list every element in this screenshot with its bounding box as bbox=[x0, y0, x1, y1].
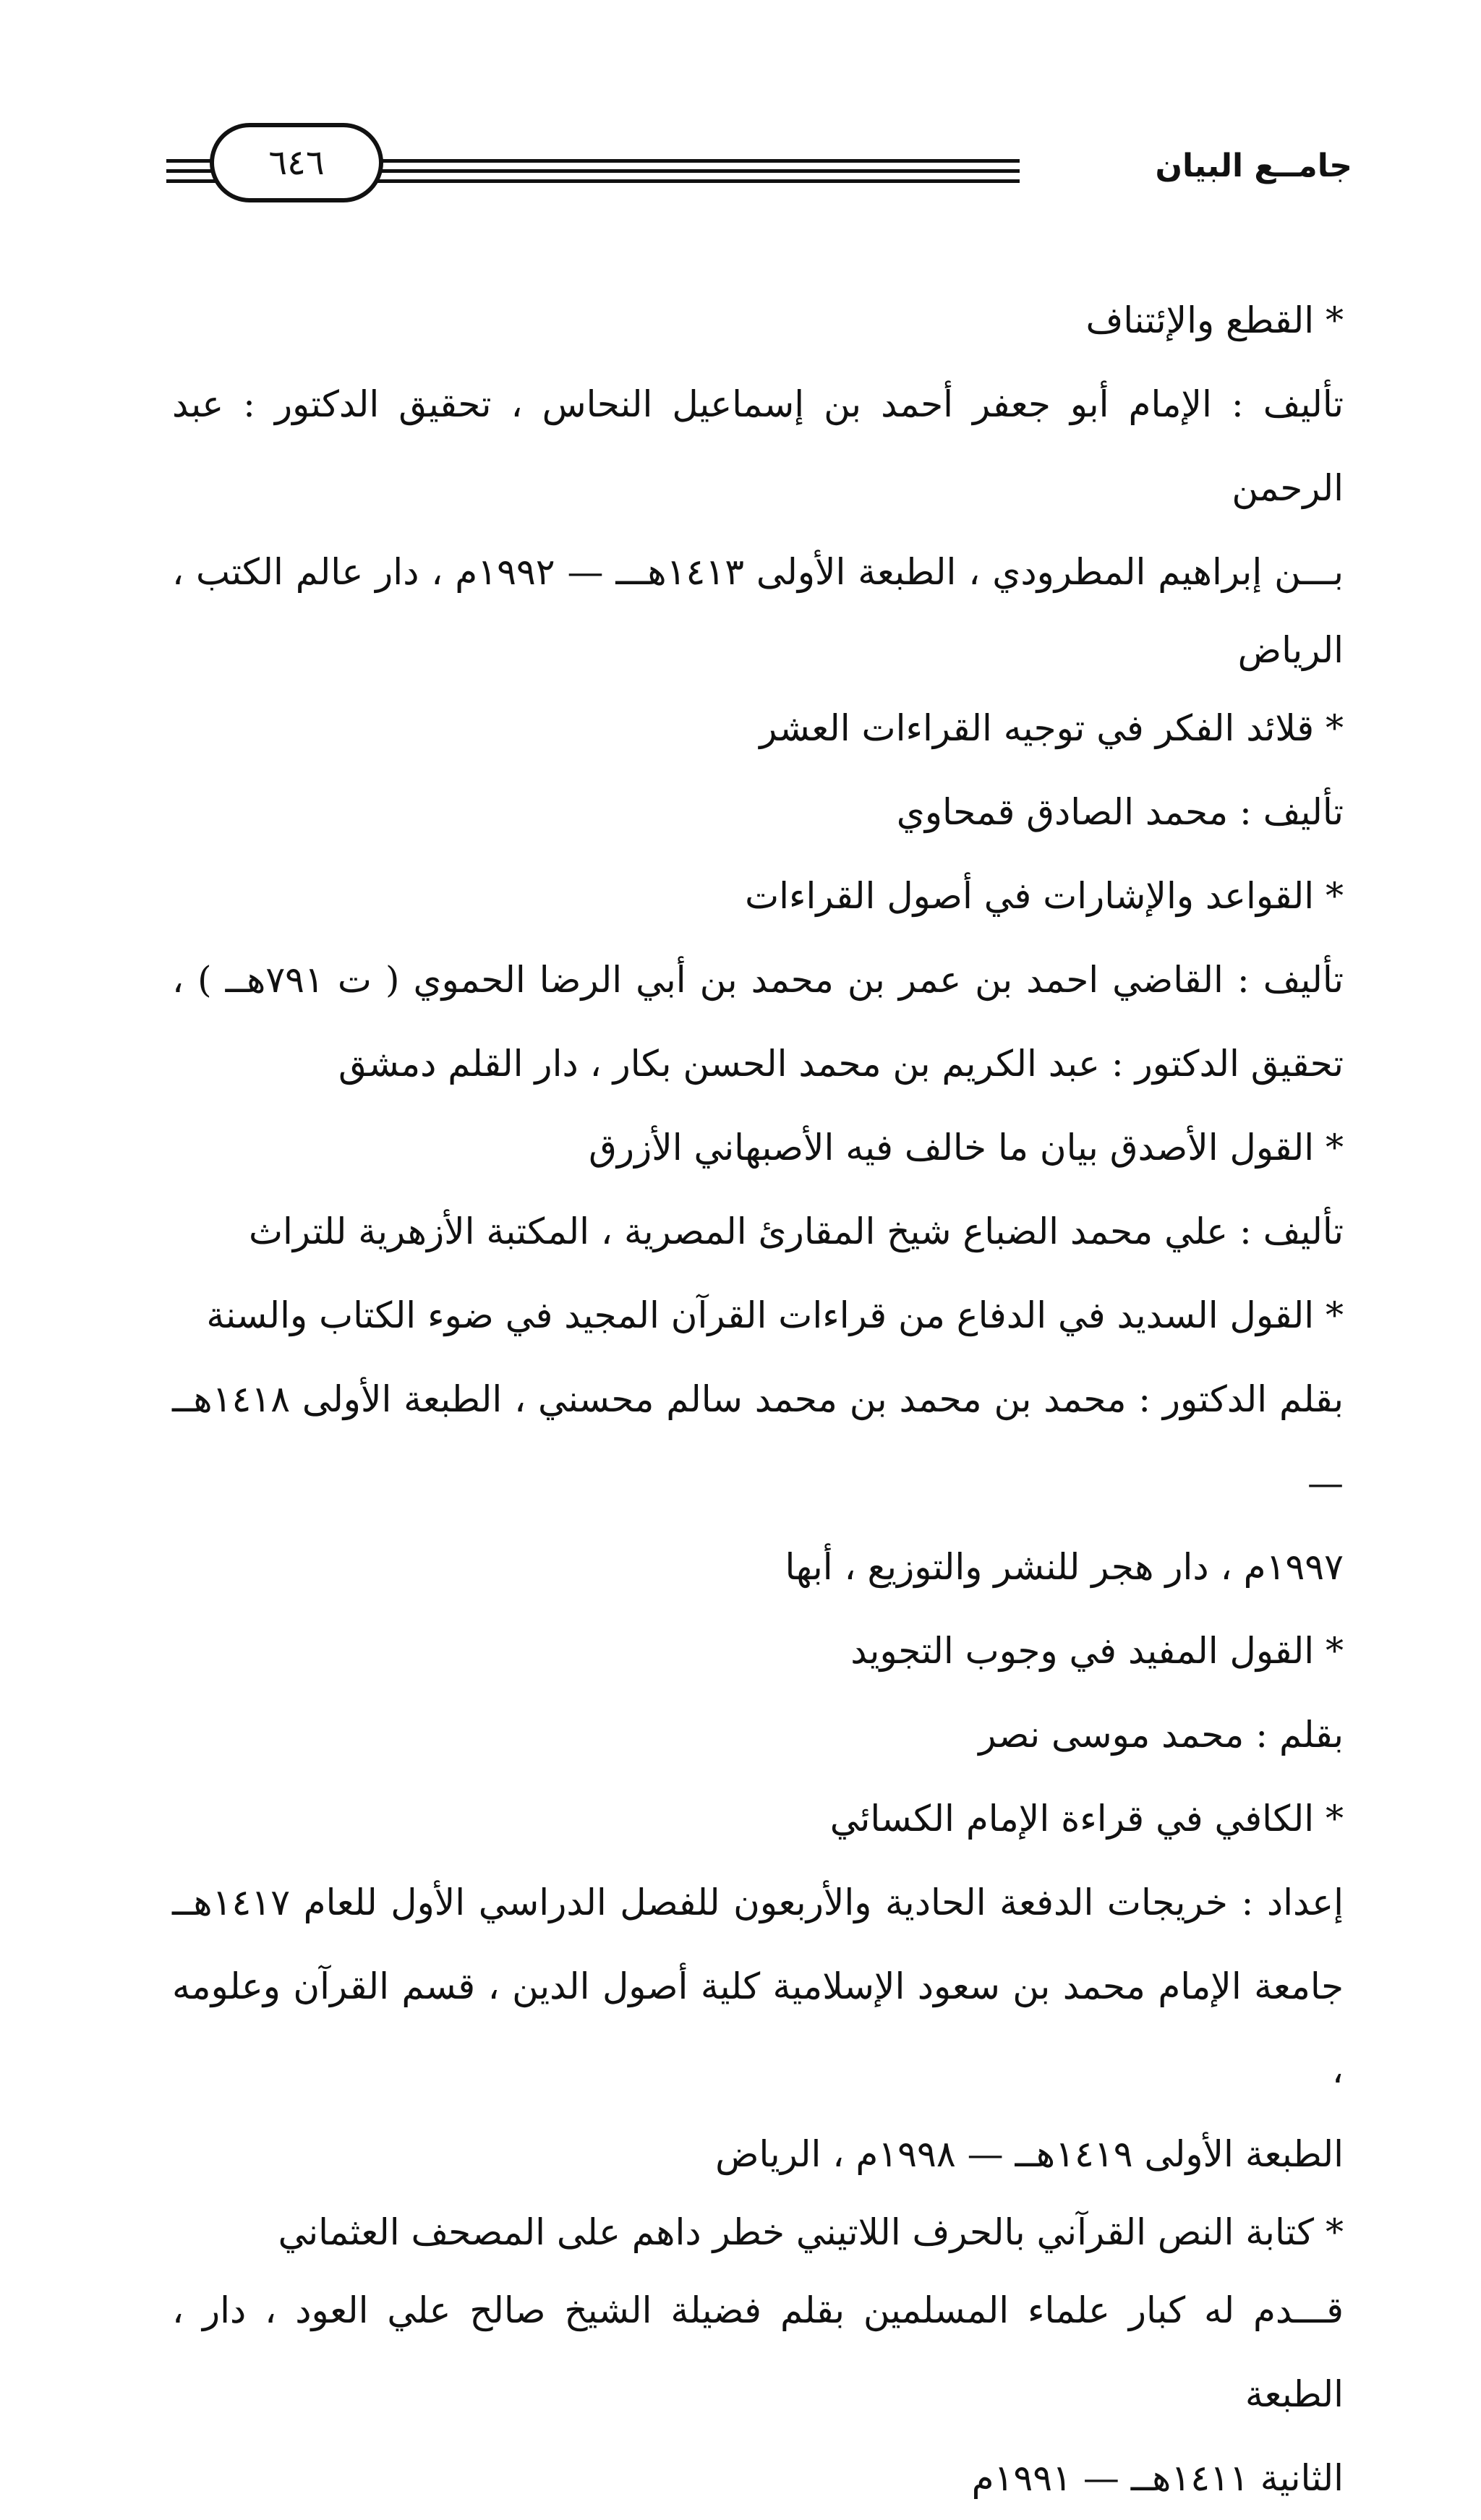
bibliography-text bbox=[172, 278, 1344, 2520]
entry-detail: تأليف : القاضي احمد بن عمر بن محمد بن أبي الرضا الحموي ( ت ٧٩١هــ ) ، bbox=[172, 959, 1344, 1001]
entry-title: * الكافي في قراءة الإمام الكسائي bbox=[829, 1798, 1344, 1840]
entry-detail: بـــن إبراهيم المطرودي ، الطبعة الأولى ١٤١٣هـــ — ١٩٩٢م ، دار عالم الكتب ، bbox=[172, 551, 1344, 593]
entry-detail: بقلم : محمد موسى نصر bbox=[978, 1714, 1344, 1756]
entry-detail: جامعة الإمام محمد بن سعود الإسلامية كلية أصول الدين ، قسم القرآن وعلومه ، bbox=[172, 1965, 1344, 2091]
page-header bbox=[166, 123, 1352, 210]
entry-title: * القول الأصدق بيان ما خالف فيه الأصبهاني الأزرق bbox=[589, 1127, 1344, 1169]
entry-detail: بقلم الدكتور : محمد بن محمد بن محمد سالم محسني ، الطبعة الأولى ١٤١٨هــ — bbox=[172, 1378, 1344, 1504]
entry-title: * قلائد الفكر في توجيه القراءات العشر bbox=[759, 707, 1344, 749]
entry-title: * القول السديد في الدفاع من قراءات القرآن المجيد في ضوء الكتاب والسنة bbox=[206, 1294, 1344, 1336]
entry-title: * القول المفيد في وجوب التجويد bbox=[850, 1630, 1344, 1672]
entry-detail: قـــدم له كبار علماء المسلمين بقلم فضيلة الشيخ صالح علي العود ، دار ، الطبعة bbox=[172, 2289, 1344, 2415]
entry-title: * القطع والإئتناف bbox=[1085, 299, 1344, 341]
entry-detail: تأليف : محمد الصادق قمحاوي bbox=[896, 791, 1344, 833]
entry-detail: تأليف : الإمام أبو جعفر أحمد بن إسماعيل النحاس ، تحقيق الدكتور : عبد الرحمن bbox=[172, 383, 1344, 509]
entry-detail: تأليف : علي محمد الضباع شيخ المقارئ المصرية ، المكتبة الأزهرية للتراث bbox=[248, 1210, 1344, 1252]
entry-title: * كتابة النص القرآني بالحرف اللاتيني خطر داهم على المصحف العثماني bbox=[278, 2211, 1344, 2253]
entry-detail: الطبعة الأولى ١٤١٩هــ — ١٩٩٨م ، الرياض bbox=[715, 2133, 1344, 2175]
entry-detail: الثانية ١٤١١هــ — ١٩٩١م bbox=[971, 2457, 1344, 2499]
entry-detail: ١٩٩٧م ، دار هجر للنشر والتوزيع ، أبها bbox=[785, 1546, 1344, 1588]
entry-title: * القواعد والإشارات في أصول القراءات bbox=[745, 875, 1344, 917]
page-number: ٦٤٦ bbox=[210, 123, 383, 202]
entry-detail: إعداد : خريجات الدفعة الحادية والأربعون للفصل الدراسي الأول للعام ١٤١٧هــ bbox=[172, 1882, 1344, 1923]
entry-detail: تحقيق الدكتور : عبد الكريم بن محمد الحسن بكار ، دار القلم دمشق bbox=[338, 1043, 1344, 1085]
entry-detail: الرياض bbox=[1237, 629, 1344, 671]
running-title: جامــع البيان bbox=[1155, 148, 1352, 184]
